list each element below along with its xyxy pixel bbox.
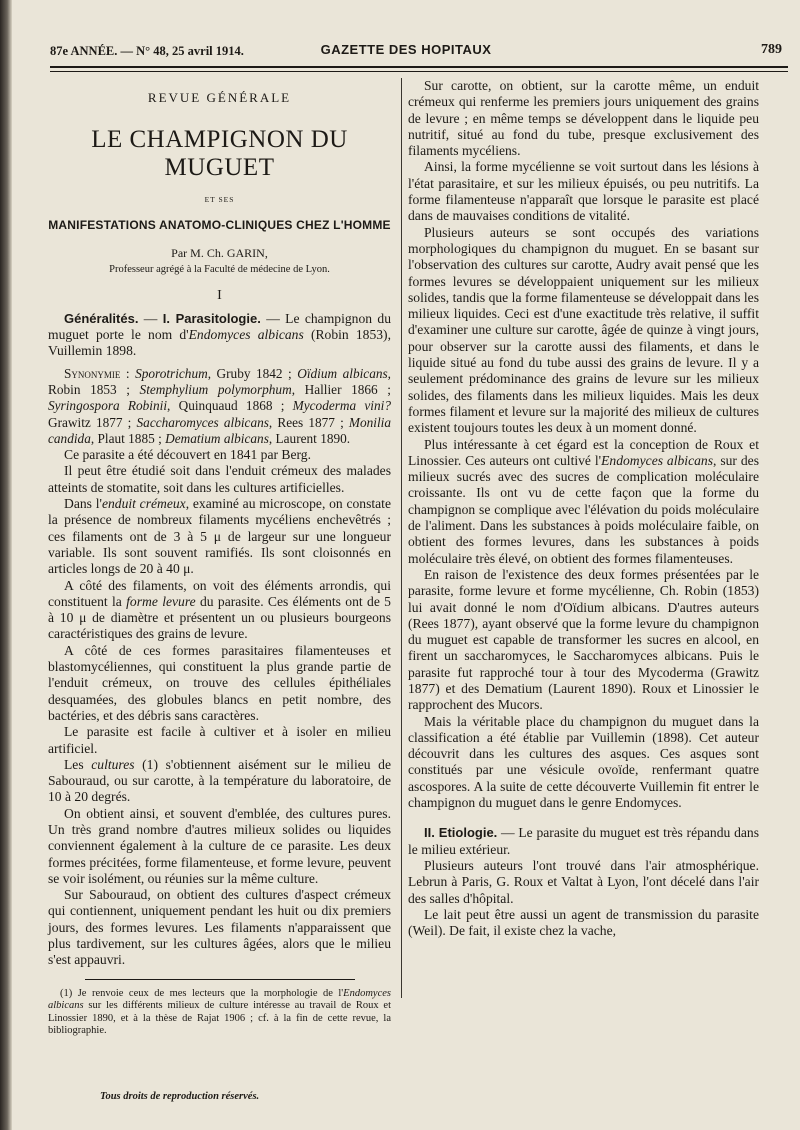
column-divider [401,78,402,998]
synonymy-paragraph: Synonymie : Sporotrichum, Gruby 1842 ; Oïdium albicans, Robin 1853 ; Stemphylium polymorphum, Hallier 1866 ; Syringospora Robinii, Quinquaud 1868 ; Mycoderma vini? Grawitz 1877 ; Saccharomyces albicans, Rees 1877 ; Monilia candida, Plaut 1885 ; Dematium albicans, Laurent 1890. [48,365,392,446]
paragraph: Sur carotte, on obtient, sur la carotte même, un enduit crémeux qui renferme les premiers jours uniquement des grains de levure ; en même temps se développent dans le liquide peu nutritif, situé au fond du tube, presque exclusivement des filaments mycéliens. [408,78,759,159]
synonymy-label: Synonymie [64,365,121,381]
journal-page [12,0,800,1130]
article-subtitle: MANIFESTATIONS ANATOMO-CLINIQUES CHEZ L'HOMME [48,217,391,232]
right-column [408,78,759,939]
paragraph: Mais la véritable place du champignon du muguet dans la classification a été établie par Vuillemin (1898). Cet auteur découvrit dans les cultures des asques. Ces asques sont constitués par une vésicule ovoïde, renfermant quatre ascospores. A la suite de cette découverte Vuillemin fit entrer le champignon du muguet dans le genre Endomyces. [408,713,759,811]
paragraph: Plus intéressante à cet égard est la conception de Roux et Linossier. Ces auteurs ont cultivé l'Endomyces albicans, sur des milieux sucrés avec des sucres de complication moléculaire croissante. Ils ont vu de cette façon que la forme du champignon se complique avec l'élévation du poids moléculaire de l'aliment. Dans les substances à poids moléculaire faible, on obtient des formes levures, dans les substances à poids moléculaire très élevé, on obtient des formes filamenteuses. [408,436,760,566]
paragraph: A côté de ces formes parasitaires filamenteuses et blastomycéliennes, qui constituent la plus grande partie de l'enduit crémeux, on trouve des cellules épithéliales desquamées, des globules blancs en petit nombre, des bactéries, et des débris sans caractères. [48,642,391,723]
rights-notice: Tous droits de reproduction réservés. [100,1091,260,1102]
paragraph: Sur Sabouraud, on obtient des cultures d'aspect crémeux qui contiennent, uniquement pendant les huit ou dix premiers jours, des formes levures. Les filaments n'apparaissent que plus tardivement, sur les cultures âgées, alors que le milieu s'est appauvri. [48,887,391,968]
paragraph: Plusieurs auteurs l'ont trouvé dans l'air atmosphérique. Lebrun à Paris, G. Roux et Valtat à Lyon, l'ont décelé dans l'air des salles d'hôpital. [408,857,759,906]
footnote-rule [85,979,355,980]
subsection-heading: I. Parasitologie. [162,310,261,326]
issue-info: 87e ANNÉE. — N° 48, 25 avril 1914. [50,44,244,58]
paragraph: Le lait peut être aussi un agent de transmission du parasite (Weil). De fait, il existe chez la vache, [408,906,759,939]
paragraph: Ainsi, la forme mycélienne se voit surtout dans les lésions à l'état parasitaire, et sur les milieux épuisés, ou peu nutritifs. La forme filamenteuse n'apparaît que lorsque le parasite est placé dans de mauvaises conditions de vitalité. [408,159,759,224]
paragraph: Généralités. — I. Parasitologie. — Le champignon du muguet porte le nom d'Endomyces albicans (Robin 1853), Vuillemin 1898. [48,310,392,359]
header-rule [50,66,788,72]
book-spine-shadow [0,0,12,1130]
journal-name: GAZETTE DES HOPITAUX [320,42,492,57]
running-header [50,40,782,62]
paragraph: Ce parasite a été découvert en 1841 par Berg. [64,447,311,463]
paragraph: II. Etiologie. — Le parasite du muguet est très répandu dans le milieu extérieur. [408,825,759,857]
paragraph: Le parasite est facile à cultiver et à isoler en milieu artificiel. [48,724,391,756]
left-column [48,90,391,1038]
title-conjunction: ET SES [204,195,235,205]
subsection-heading: II. Etiologie. [424,825,498,841]
paragraph: Il peut être étudié soit dans l'enduit crémeux des malades atteints de stomatite, soit dans les cultures artificielles. [48,463,391,495]
paragraph: Plusieurs auteurs se sont occupés des variations morphologiques du champignon du muguet. En se basant sur l'observation des cultures sur carotte, Audry avait pensé que les formes levures se développaient uniquement sur les milieux solides, tandis que la forme filamenteuse se développait dans les milieux liquides. Ceci est d'une exactitude très relative, il suffit d'examiner une culture sur carotte, âgée de quinze à vingt jours, pour observer sur la carotte aussi des filaments, et dans le liquide situé au fond du tube aussi des grains de levure. Il y a seulement prédominance des grains de levure sur les milieux solides, des filaments dans les milieux liquides. Mais les deux formes filament et levure sur la majorité des milieux de cultures existent toujours toutes les deux à un moment donné. [408,224,759,436]
paragraph: On obtient ainsi, et souvent d'emblée, des cultures pures. Un très grand nombre d'autres milieux solides ou liquides conviennent également à la culture de ce parasite. Les deux formes précitées, forme filamenteuse, et forme levure, peuvent se voir isolément, ou réunies sur la même culture. [48,805,391,886]
footnote: (1) Je renvoie ceux de mes lecteurs que la morphologie de l'Endomyces albicans sur les différents milieux de culture intéresse au travail de Roux et Linossier 1890, et à la thèse de Rajat 1906 ; cf. à la fin de cette revue, la bibliographie. [48,987,391,1037]
section-number: I [217,288,222,304]
section-heading: Généralités. [64,310,139,326]
paragraph: En raison de l'existence des deux formes présentées par le parasite, forme levure et forme mycélienne, Ch. Robin (1853) lui avait donné le nom d'Oïdium albicans. D'autres auteurs (Rees 1877), ayant observé que la forme levure du champignon du muguet est capable de transformer les sucres en alcool, en firent un saccharomyces, le Saccharomyces albicans. Puis le parasite fut rapproché tour à tour des Mycoderma (Grawitz 1877) et des Dematium (Laurent 1890). Roux et Linossier le rapprochent des Mucors. [408,566,759,713]
paragraph: Dans l'enduit crémeux, examiné au microscope, on constate la présence de nombreux filaments mycéliens enchevêtrés ; ces filaments ont de 3 à 5 μ de largeur sur une longueur variable. Ils sont souvent ramifiés. Ils sont cloisonnés en articles longs de 20 à 40 μ. [48,496,391,577]
author-affiliation: Professeur agrégé à la Faculté de médecine de Lyon. [109,264,330,276]
rubric: REVUE GÉNÉRALE [147,90,292,105]
paragraph: A côté des filaments, on voit des éléments arrondis, qui constituent la forme levure du parasite. Ces éléments ont de 5 à 10 μ de diamètre et présentent un ou plusieurs bourgeons caractéristiques des grains de levure. [48,577,391,642]
article-title: LE CHAMPIGNON DU MUGUET [91,126,348,182]
author-line: Par M. Ch. GARIN, [171,245,268,260]
page-number: 789 [761,42,782,57]
paragraph: Les cultures (1) s'obtiennent aisément sur le milieu de Sabouraud, ou sur carotte, à la température du laboratoire, de 10 à 20 degrés. [48,756,391,805]
